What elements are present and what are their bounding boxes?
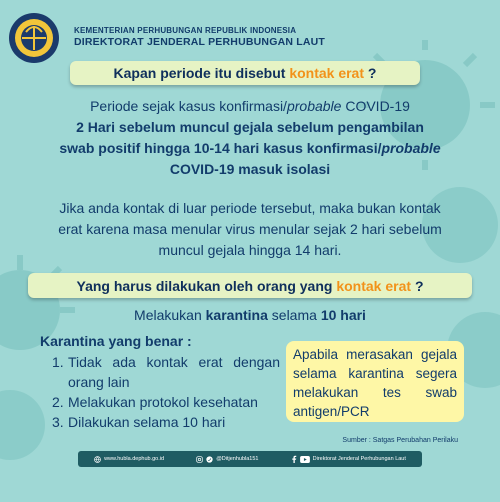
definition-probable-italic: probable	[286, 98, 342, 114]
list-item-text: Melakukan protokol kesehatan	[68, 394, 258, 410]
facebook-icon	[291, 455, 297, 463]
action-text: Melakukan	[134, 307, 206, 323]
symptom-notice-box: Apabila merasakan gejala selama karantina segera melakukan tes swab antigen/PCR	[286, 341, 464, 422]
definition-paragraph	[0, 96, 500, 180]
ministry-logo-icon	[8, 12, 60, 64]
question-1-end: ?	[367, 65, 377, 81]
outside-period-line-1: Jika anda kontak di luar periode tersebut, maka bukan kontak	[59, 200, 441, 216]
source-credit: Sumber : Satgas Perubahan Perilaku	[342, 437, 458, 444]
question-2-text: Yang harus dilakukan oleh orang yang	[76, 277, 333, 294]
footer-social[interactable]	[196, 456, 258, 463]
question-banner-1	[70, 61, 420, 85]
list-item	[52, 392, 280, 412]
outside-period-line-3: muncul gejala hingga 14 hari.	[158, 242, 342, 258]
website-text: www.hubla.dephub.go.id	[104, 456, 165, 462]
footer-channel[interactable]	[291, 455, 406, 463]
action-karantina: karantina	[205, 307, 268, 323]
definition-line-3: swab positif hingga 10-14 hari kasus konfirmasi/	[59, 140, 382, 156]
header	[8, 8, 325, 68]
question-1-text: Kapan periode itu disebut	[113, 65, 286, 81]
organization-name	[74, 26, 325, 49]
social-handle-text: @Ditjenhubla151	[216, 456, 259, 462]
question-2-end: ?	[414, 277, 424, 294]
karantina-heading: Karantina yang benar :	[40, 333, 192, 349]
instagram-icon	[196, 456, 203, 463]
list-item-number: 2.	[52, 394, 64, 410]
question-banner-2	[28, 273, 472, 298]
youtube-icon	[300, 456, 310, 463]
definition-line-3-italic: probable	[381, 140, 441, 156]
outside-period-paragraph	[0, 198, 500, 261]
list-item-text: Dilakukan selama 10 hari	[68, 414, 226, 430]
list-item-number: 1.	[52, 354, 64, 370]
definition-line-1: Periode sejak kasus konfirmasi/	[90, 98, 287, 114]
twitter-icon	[206, 456, 213, 463]
action-middle: selama	[267, 307, 321, 323]
list-item-number: 3.	[52, 414, 64, 430]
ministry-name: KEMENTERIAN PERHUBUNGAN REPUBLIK INDONESIA	[74, 26, 297, 36]
footer-website[interactable]	[94, 456, 164, 463]
list-item-text: Tidak ada kontak erat dengan orang lain	[68, 354, 280, 390]
action-duration: 10 hari	[320, 307, 366, 323]
definition-line-1-end: COVID-19	[341, 98, 410, 114]
question-2-highlight: kontak erat	[336, 277, 412, 294]
karantina-list	[52, 352, 280, 432]
channel-text: Direktorat Jenderal Perhubungan Laut	[312, 456, 406, 462]
outside-period-line-2: erat karena masa menular virus menular sejak 2 hari sebelum	[58, 221, 442, 237]
question-1-highlight: kontak erat	[289, 65, 365, 81]
action-line	[0, 307, 500, 323]
list-item	[52, 412, 280, 432]
definition-line-4: COVID-19 masuk isolasi	[169, 161, 331, 177]
footer-bar	[78, 451, 422, 467]
definition-line-2: 2 Hari sebelum muncul gejala sebelum pengambilan	[76, 119, 424, 135]
globe-icon	[94, 456, 101, 463]
directorate-name: DIREKTORAT JENDERAL PERHUBUNGAN LAUT	[74, 36, 326, 49]
list-item	[52, 352, 280, 392]
